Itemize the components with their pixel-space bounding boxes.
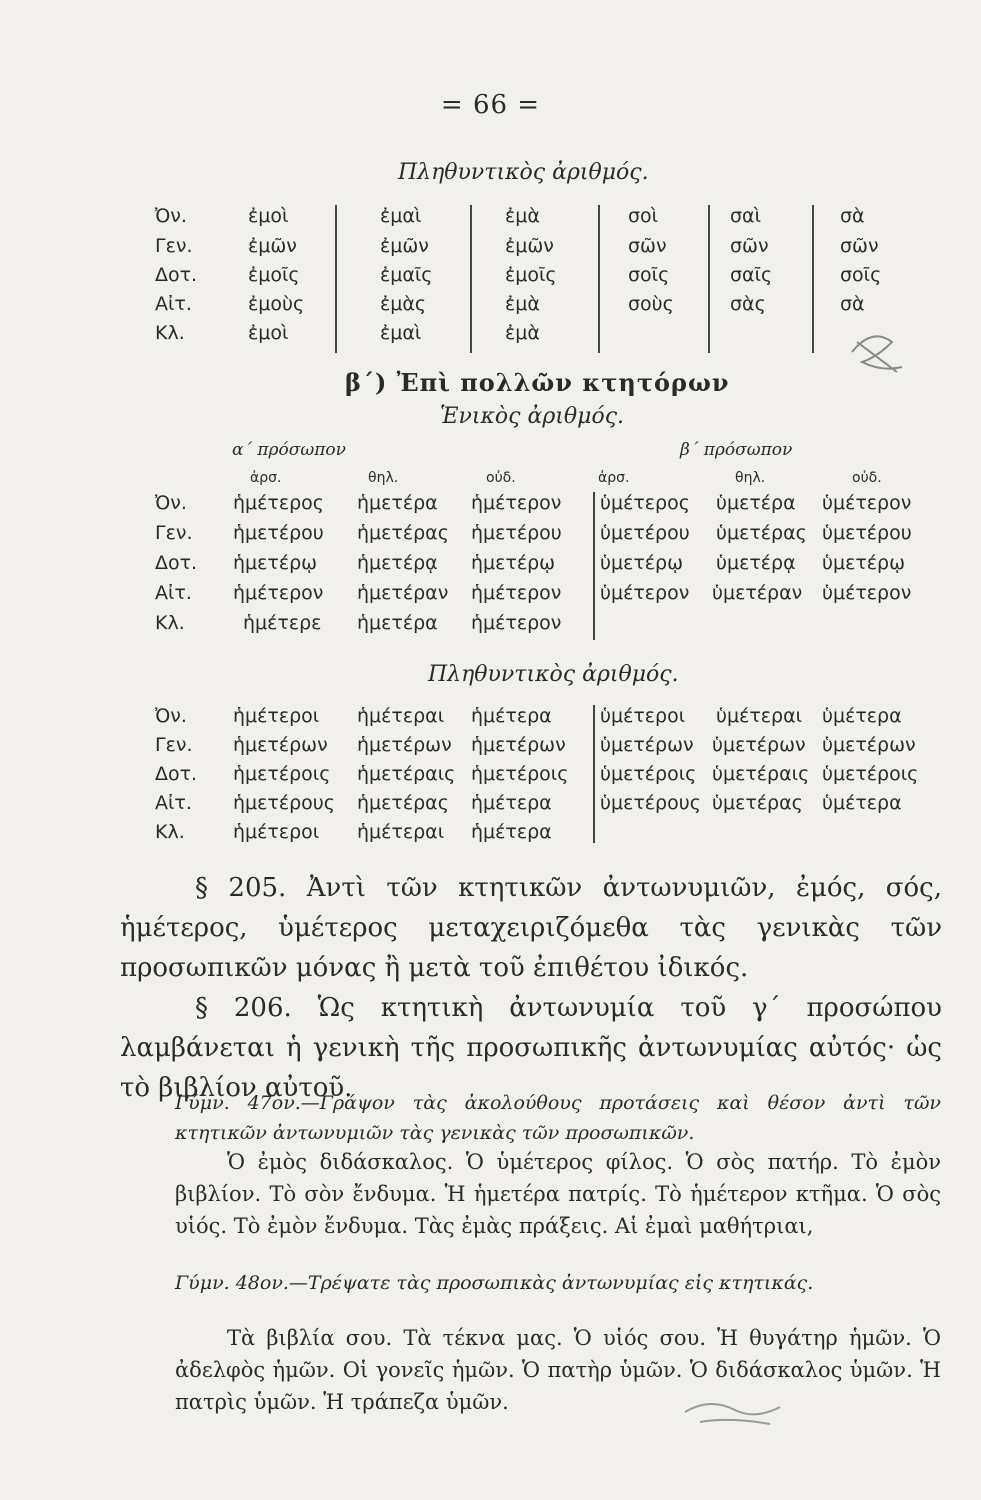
table-cell: σὰ [840,205,865,227]
table-cell: ὑμέτερον [822,582,912,604]
table-cell: ἡμέτερον [471,582,562,604]
table-cell: ἐμὰ [505,293,540,315]
exercise-48-heading: Γύμν. 48ον.—Τρέψατε τὰς προσωπικὰς ἀντωνυμίας εἰς κτητικάς. [175,1272,814,1294]
table-cell: ὑμετέρα [716,492,796,514]
singular-title: Ἑνικὸς ἀριθμός. [440,404,625,429]
table-cell: ἡμετέρων [233,734,328,756]
table-cell: σοὶ [628,205,659,227]
table-cell: ἡμετέραις [357,763,456,785]
table-cell: ὑμετέρων [822,734,916,756]
table-cell: ὑμετέρῳ [822,552,906,574]
table-cell: ἡμέτερα [471,792,552,814]
table-cell: ἡμέτερα [471,705,552,727]
table-cell: ὑμέτερον [822,492,912,514]
table-cell: ὑμετέρας [716,522,807,544]
table-cell: ἐμῶν [505,235,554,257]
table-cell: σαὶ [730,205,761,227]
table-cell: σαῖς [730,264,773,286]
table-cell: ὑμέτεραι [716,705,803,727]
table-cell: ἡμετέραν [357,582,449,604]
table-cell: ὑμέτερα [822,705,902,727]
gender-label: θηλ. [368,470,399,486]
table-cell: ἐμοὶ [248,322,289,344]
column-divider [593,705,595,843]
table-cell: ἐμῶν [248,235,297,257]
table-cell: ἡμετέρα [357,612,438,634]
table-cell: σῶν [730,235,769,257]
table-cell: ἐμαῖς [380,264,433,286]
table-cell: ἡμετέρους [233,792,335,814]
case-label: Δοτ. [155,264,198,286]
table-cell: ὑμετέρου [600,522,690,544]
table-cell: ἐμὰς [380,293,427,315]
table-cell: σοὺς [628,293,674,315]
exercise-47-body: Ὁ ἐμὸς διδάσκαλος. Ὁ ὑμέτερος φίλος. Ὁ σὸς πατήρ. Τὸ ἐμὸν βιβλίον. Τὸ σὸν ἔνδυμα. Ἡ ἡμετέρα πατρίς. Τὸ ἡμέτερον κτῆμα. Ὁ σὸς υἱός. Τὸ ἐμὸν ἔνδυμα. Τὰς ἐμὰς πράξεις. Αἱ ἐμαὶ μαθήτριαι, [175,1150,941,1238]
gender-label: οὐδ. [852,470,882,486]
case-label: Αἰτ. [155,792,192,814]
exercise-48-body: Τὰ βιβλία σου. Τὰ τέκνα μας. Ὁ υἱός σου. Ἡ θυγάτηρ ἡμῶν. Ὁ ἀδελφὸς ἡμῶν. Οἱ γονεῖς ἡμῶν. Ὁ πατὴρ ὑμῶν. Ὁ διδάσκαλος ὑμῶν. Ἡ πατρὶς ὑμῶν. Ἡ τράπεζα ὑμῶν. [175,1326,941,1414]
case-label: Γεν. [155,235,193,257]
table-cell: σῶν [628,235,667,257]
table-cell: ὑμετέρους [600,792,701,814]
table-cell: ἡμετέροις [471,763,569,785]
table-cell: ἐμοῖς [248,264,300,286]
table-cell: σοῖς [628,264,670,286]
table-cell: ἐμαὶ [380,322,422,344]
case-label: Δοτ. [155,552,198,574]
table-cell: ἡμετέρῳ [233,552,318,574]
case-label: Αἰτ. [155,293,192,315]
table-cell: ἡμέτεροι [233,821,320,843]
paragraph-205: § 205. Ἀντὶ τῶν κτητικῶν ἀντωνυμιῶν, ἐμός, σός, ἡμέτερος, ὑμέτερος μεταχειριζόμεθα τὰς γενικὰς τῶν προσωπικῶν μόνας ἢ μετὰ τοῦ ἐπιθέτου ἰδικός. [120,873,942,983]
table-cell: ὑμετέρῳ [600,552,684,574]
table-cell: ἡμετέρᾳ [357,552,438,574]
table-cell: ἡμέτερον [471,492,562,514]
page-number: = 66 = [440,90,541,120]
case-label: Κλ. [155,821,185,843]
table-cell: ὑμετέρου [822,522,912,544]
table-cell: ἐμοῖς [505,264,557,286]
table-cell: ἡμέτερε [243,612,322,634]
exercise-47-heading: Γύμν. 47ον.—Γράψον τὰς ἀκολούθους προτάσεις καὶ θέσον ἀντὶ τῶν κτητικῶν ἀντωνυμιῶν τὰς γενικὰς τῶν προσωπικῶν. [175,1092,941,1144]
table-cell: ἐμοὺς [248,293,305,315]
table-cell: σὰς [730,293,766,315]
gender-label: ἀρσ. [250,470,282,486]
case-label: Αἰτ. [155,582,192,604]
section-b-title: β´) Ἐπὶ πολλῶν κτητόρων [345,368,730,397]
case-label: Γεν. [155,734,193,756]
paragraph-206: § 206. Ὡς κτητικὴ ἀντωνυμία τοῦ γ´ προσώπου λαμβάνεται ἡ γενικὴ τῆς προσωπικῆς ἀντωνυμίας αὐτός· ὡς τὸ βιβλίον αὐτοῦ. [120,993,942,1103]
table-cell: ἡμετέρου [471,522,562,544]
table-cell: ὑμέτερα [822,792,902,814]
gender-label: οὐδ. [486,470,516,486]
table-cell: ἐμῶν [380,235,429,257]
case-label: Ὀν. [155,492,187,514]
table-cell: ἡμετέροις [233,763,331,785]
table-cell: ἡμέτερον [471,612,562,634]
table-cell: ἐμαὶ [380,205,422,227]
table-cell: ἡμετέρων [357,734,452,756]
table-cell: ὑμετέραις [712,763,810,785]
table-cell: ὑμετέροις [822,763,919,785]
table-cell: ἐμὰ [505,205,540,227]
case-label: Γεν. [155,522,193,544]
case-label: Δοτ. [155,763,198,785]
case-label: Ὀν. [155,705,187,727]
table-cell: ἡμετέρας [357,522,449,544]
gender-label: θηλ. [735,470,766,486]
table-cell: ἡμέτεραι [357,705,445,727]
plural-title-top: Πληθυντικὸς ἀριθμός. [398,160,649,185]
table-cell: ὑμέτερον [600,582,690,604]
table-cell: σὰ [840,293,865,315]
case-label: Κλ. [155,612,185,634]
table-cell: ἡμέτερα [471,821,552,843]
table-cell: ἡμετέρου [233,522,324,544]
table-cell: ἡμέτερος [233,492,324,514]
pencil-scribble-icon [680,1392,790,1432]
table-cell: ὑμετέρας [712,792,803,814]
case-label: Κλ. [155,322,185,344]
table-cell: ὑμέτεροι [600,705,686,727]
table-cell: ὑμετέρων [600,734,694,756]
table-cell: σῶν [840,235,879,257]
table-cell: ἡμέτερον [233,582,324,604]
table-cell: ὑμετέραν [712,582,803,604]
table-cell: ἡμέτεροι [233,705,320,727]
gender-label: ἀρσ. [598,470,630,486]
table-cell: ὑμετέροις [600,763,697,785]
column-divider [593,492,595,640]
table-cell: ἐμὰ [505,322,540,344]
table-cell: ἡμετέρῳ [471,552,556,574]
first-person-label: α´ πρόσωπον [232,440,346,460]
table-cell: ἡμετέρων [471,734,566,756]
second-person-label: β´ πρόσωπον [680,440,793,460]
table-cell: ὑμετέρᾳ [716,552,796,574]
plural-title-b: Πληθυντικὸς ἀριθμός. [428,662,679,687]
table-cell: ἐμοὶ [248,205,289,227]
table-cell: ὑμετέρων [712,734,806,756]
table-cell: ἡμέτεραι [357,821,445,843]
table-cell: ἡμετέρας [357,792,449,814]
case-label: Ὀν. [155,205,187,227]
table-cell: ἡμετέρα [357,492,438,514]
pencil-mark-icon [842,322,912,382]
table-cell: ὑμέτερος [600,492,690,514]
table-cell: σοῖς [840,264,882,286]
